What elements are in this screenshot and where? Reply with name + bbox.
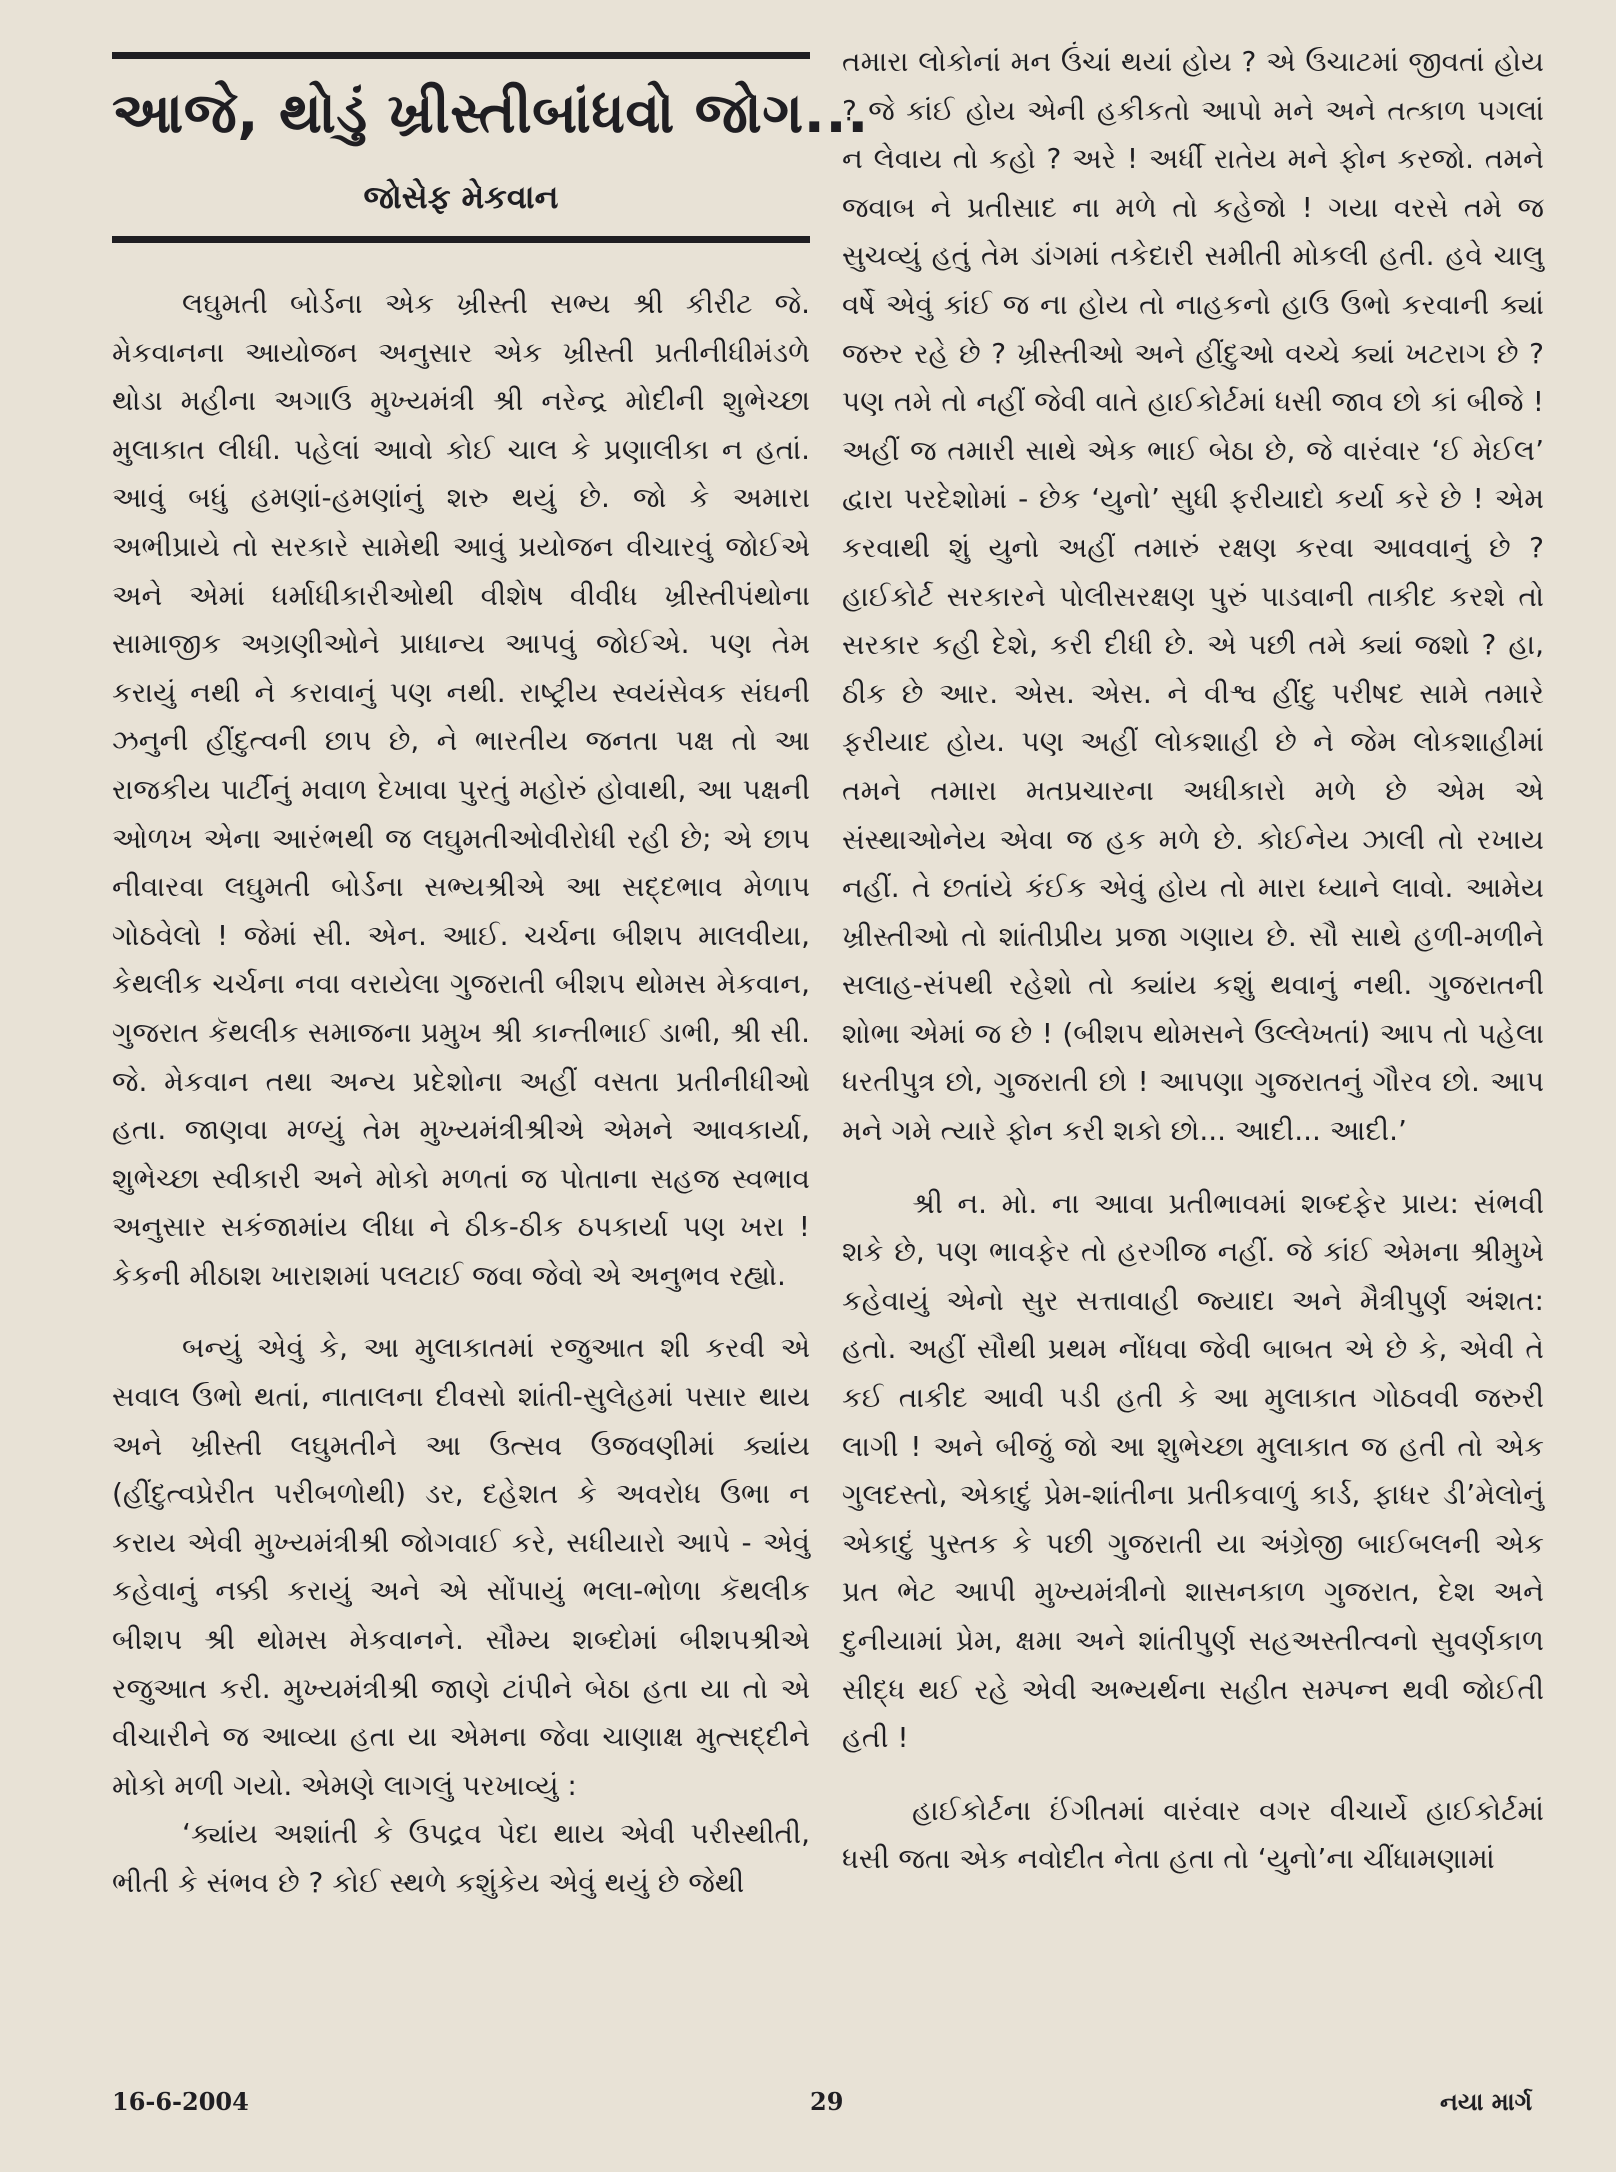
right-column (842, 38, 1544, 1884)
left-column (112, 280, 810, 1908)
magazine-name: નયા માર્ગ (1440, 2087, 1533, 2116)
article-title: આજે, થોડું ખ્રીસ્તીબાંધવો જોગ... (112, 81, 869, 146)
top-rule (112, 52, 810, 59)
title-divider-rule (112, 236, 810, 243)
paragraph: લઘુમતી બોર્ડના એક ખ્રીસ્તી સભ્ય શ્રી કીરીટ જે. મેકવાનના આયોજન અનુસાર એક ખ્રીસ્તી પ્રતીનીધીમંડળે થોડા મહીના અગાઉ મુખ્યમંત્રી શ્રી નરેન્દ્ર મોદીની શુભેચ્છા મુલાકાત લીધી. પહેલાં આવો કોઈ ચાલ કે પ્રણાલીકા ન હતાં. આવું બધું હમણાં-હમણાંનું શરુ થયું છે. જો કે અમારા અભીપ્રાયે તો સરકારે સામેથી આવું પ્રયોજન વીચારવું જોઈએ અને એમાં ધર્માધીકારીઓથી વીશેષ વીવીધ ખ્રીસ્તીપંથોના સામાજીક અગ્રણીઓને પ્રાધાન્ય આપવું જોઈએ. પણ તેમ કરાયું નથી ને કરાવાનું પણ નથી. રાષ્ટ્રીય સ્વયંસેવક સંઘની ઝનુની હીંદુત્વની છાપ છે, ને ભારતીય જનતા પક્ષ તો આ રાજકીય પાર્ટીનું મવાળ દેખાવા પુરતું મહોરું હોવાથી, આ પક્ષની ઓળખ એના આરંભથી જ લઘુમતીઓવીરોધી રહી છે; એ છાપ નીવારવા લઘુમતી બોર્ડના સભ્યશ્રીએ આ સદ્દભાવ મેળાપ ગોઠવેલો ! જેમાં સી. એન. આઈ. ચર્ચના બીશપ માલવીયા, કેથલીક ચર્ચના નવા વરાયેલા ગુજરાતી બીશપ થોમસ મેકવાન, ગુજરાત કૅથલીક સમાજના પ્રમુખ શ્રી કાન્તીભાઈ ડાભી, શ્રી સી. જે. મેકવાન તથા અન્ય પ્રદેશોના અહીં વસતા પ્રતીનીધીઓ હતા. જાણવા મળ્યું તેમ મુખ્યમંત્રીશ્રીએ એમને આવકાર્યા, શુભેચ્છા સ્વીકારી અને મોકો મળતાં જ પોતાના સહજ સ્વભાવ અનુસાર સકંજામાંય લીધા ને ઠીક-ઠીક ઠપકાર્યા પણ ખરા ! કેકની મીઠાશ ખારાશમાં પલટાઈ જવા જેવો એ અનુભવ રહ્યો. (112, 287, 810, 1292)
page-number: 29 (810, 2087, 844, 2116)
paragraph: બન્યું એવું કે, આ મુલાકાતમાં રજુઆત શી કરવી એ સવાલ ઉભો થતાં, નાતાલના દીવસો શાંતી-સુલેહમાં પસાર થાય અને ખ્રીસ્તી લઘુમતીને આ ઉત્સવ ઉજવણીમાં ક્યાંય (હીંદુત્વપ્રેરીત પરીબળોથી) ડર, દહેશત કે અવરોધ ઉભા ન કરાય એવી મુખ્યમંત્રીશ્રી જોગવાઈ કરે, સધીયારો આપે - એવું કહેવાનું નક્કી કરાયું અને એ સોંપાયું ભલા-ભોળા કૅથલીક બીશપ શ્રી થોમસ મેકવાનને. સૌમ્ય શબ્દોમાં બીશપશ્રીએ રજુઆત કરી. મુખ્યમંત્રીશ્રી જાણે ટાંપીને બેઠા હતા યા તો એ વીચારીને જ આવ્યા હતા યા એમના જેવા ચાણાક્ષ મુત્સદ્દીને મોકો મળી ગયો. એમણે લાગલું પરખાવ્યું : (112, 1331, 810, 1802)
paragraph: હાઈકોર્ટના ઈંગીતમાં વારંવાર વગર વીચાર્યે હાઈકોર્ટમાં ધસી જતા એક નવોદીત નેતા હતા તો ‘યુનો’ના ચીંધામણામાં (842, 1793, 1544, 1876)
paragraph: તમારા લોકોનાં મન ઉંચાં થયાં હોય ? એ ઉચાટમાં જીવતાં હોય ? જે કાંઈ હોય એની હકીકતો આપો મને અને તત્કાળ પગલાં ન લેવાય તો કહો ? અરે ! અર્ધી રાતેય મને ફોન કરજો. તમને જવાબ ને પ્રતીસાદ ના મળે તો કહેજો ! ગયા વરસે તમે જ સુચવ્યું હતું તેમ ડાંગમાં તકેદારી સમીતી મોકલી હતી. હવે ચાલુ વર્ષે એવું કાંઈ જ ના હોય તો નાહકનો હાઉ ઉભો કરવાની ક્યાં જરુર રહે છે ? ખ્રીસ્તીઓ અને હીંદુઓ વચ્ચે ક્યાં ખટરાગ છે ? પણ તમે તો નહીં જેવી વાતે હાઈકોર્ટમાં ધસી જાવ છો કાં બીજે ! અહીં જ તમારી સાથે એક ભાઈ બેઠા છે, જે વારંવાર ‘ઈ મેઈલ’ દ્વારા પરદેશોમાં - છેક ‘યુનો’ સુધી ફરીયાદો કર્યા કરે છે ! એમ કરવાથી શું યુનો અહીં તમારું રક્ષણ કરવા આવવાનું છે ? હાઈકોર્ટ સરકારને પોલીસરક્ષણ પુરું પાડવાની તાકીદ કરશે તો સરકાર કહી દેશે, કરી દીધી છે. એ પછી તમે ક્યાં જશો ? હા, ઠીક છે આર. એસ. એસ. ને વીશ્વ હીંદુ પરીષદ સામે તમારે ફરીયાદ હોય. પણ અહીં લોકશાહી છે ને જેમ લોકશાહીમાં તમને તમારા મતપ્રચારના અધીકારો મળે છે એમ એ સંસ્થાઓનેય એવા જ હક મળે છે. કોઈનેય ઝાલી તો રખાય નહીં. તે છતાંયે કંઈક એવું હોય તો મારા ધ્યાને લાવો. આમેય ખ્રીસ્તીઓ તો શાંતીપ્રીય પ્રજા ગણાય છે. સૌ સાથે હળી-મળીને સલાહ-સંપથી રહેશો તો ક્યાંય કશું થવાનું નથી. ગુજરાતની શોભા એમાં જ છે ! (બીશપ થોમસને ઉલ્લેખતાં) આપ તો પહેલા ધરતીપુત્ર છો, ગુજરાતી છો ! આપણા ગુજરાતનું ગૌરવ છો. આપ મને ગમે ત્યારે ફોન કરી શકો છો... આદી... આદી.’ (842, 45, 1544, 1148)
paragraph: ‘ક્યાંય અશાંતી કે ઉપદ્રવ પેદા થાય એવી પરીસ્થીતી, ભીતી કે સંભવ છે ? કોઈ સ્થળે કશુંકેય એવું થયું છે જેથી (112, 1817, 810, 1899)
paragraph: શ્રી ન. મો. ના આવા પ્રતીભાવમાં શબ્દફેર પ્રાય: સંભવી શકે છે, પણ ભાવફેર તો હરગીજ નહીં. જે કાંઈ એમના શ્રીમુખે કહેવાયું એનો સુર સત્તાવાહી જ્યાદા અને મૈત્રીપુર્ણ અંશત: હતો. અહીં સૌથી પ્રથમ નોંધવા જેવી બાબત એ છે કે, એવી તે કઈ તાકીદ આવી પડી હતી કે આ મુલાકાત ગોઠવવી જરુરી લાગી ! અને બીજું જો આ શુભેચ્છા મુલાકાત જ હતી તો એક ગુલદસ્તો, એકાદું પ્રેમ-શાંતીના પ્રતીકવાળું કાર્ડ, ફાધર ડી’મેલોનું એકાદું પુસ્તક કે પછી ગુજરાતી યા અંગ્રેજી બાઈબલની એક પ્રત ભેટ આપી મુખ્યમંત્રીનો શાસનકાળ ગુજરાત, દેશ અને દુનીયામાં પ્રેમ, ક્ષમા અને શાંતીપુર્ણ સહઅસ્તીત્વનો સુવર્ણકાળ સીદ્ધ થઈ રહે એવી અભ્યર્થના સહીત સમ્પન્ન થવી જોઈતી હતી ! (842, 1186, 1544, 1755)
article-author: જોસેફ મેકવાન (363, 178, 559, 216)
footer-date: 16-6-2004 (112, 2087, 249, 2116)
